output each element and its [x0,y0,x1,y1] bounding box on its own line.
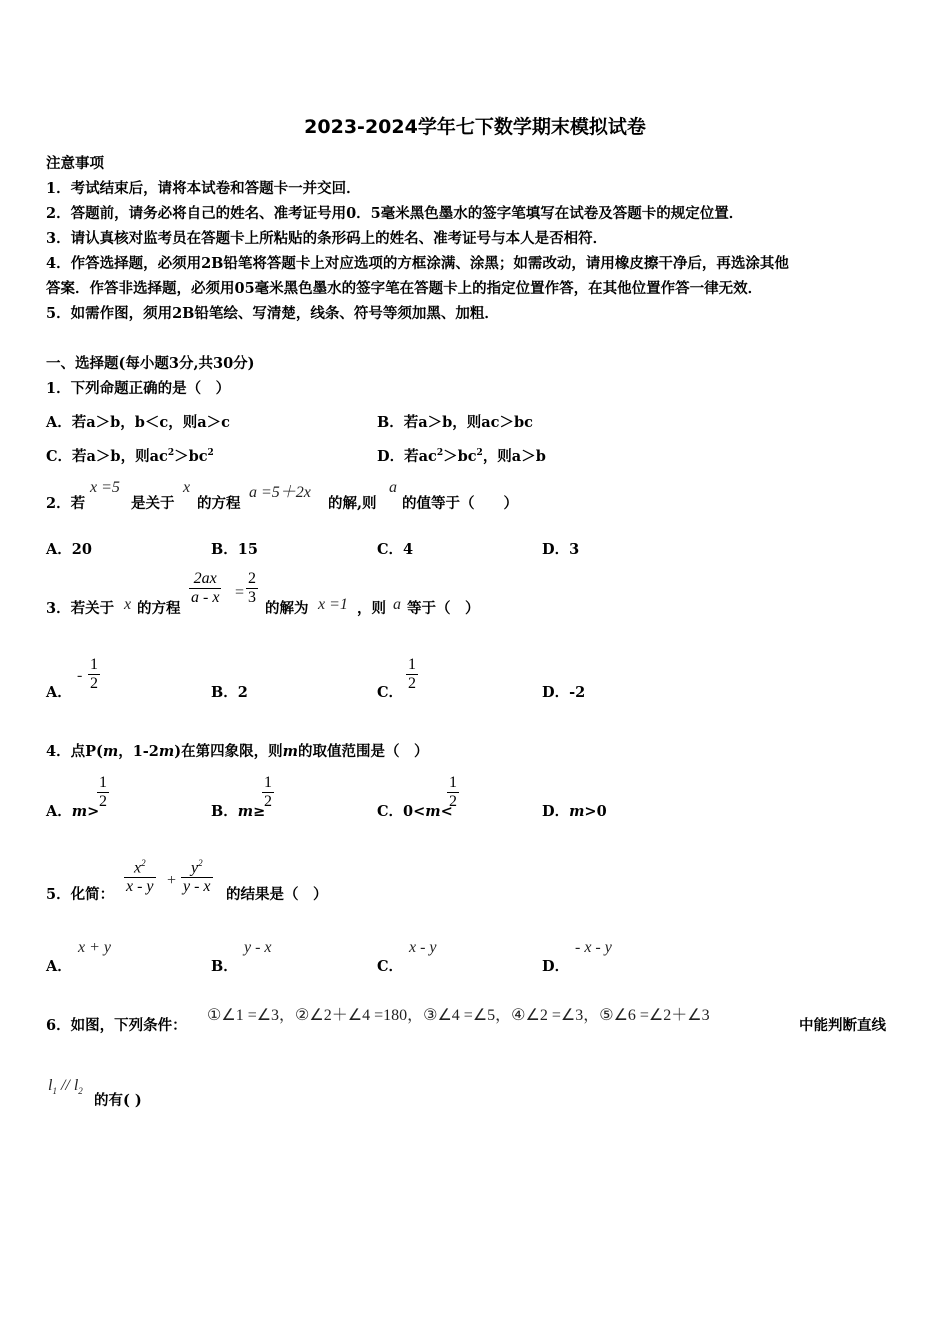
question-3-text: 3．若关于 [46,600,115,617]
q3-option-d: D．-2 [542,684,586,701]
q2-math-x: x [183,479,191,496]
q4-option-a: A．m> [46,803,100,820]
q5-option-d: - x - y [575,939,612,956]
q2-text: 的值等于（ ） [402,495,518,512]
q3-option-b: B．2 [211,684,248,701]
question-5-text: 5．化简： [46,886,115,903]
notice-item: 1．考试结束后，请将本试卷和答题卡一并交回． [46,180,361,197]
question-6-text: 6．如图，下列条件： [46,1017,187,1034]
q6-text: 中能判断直线 [799,1017,886,1034]
question-1-stem: 1．下列命题正确的是（ ） [46,380,231,397]
notice-item: 2．答题前，请务必将自己的姓名、准考证号用0．5毫米黑色墨水的签字笔填写在试卷及答题卡的规定位置． [46,205,744,222]
q6-text: 的有( ) [94,1092,142,1109]
q5-option-c: x - y [409,939,437,956]
q4-option-d: D．m>0 [542,803,607,820]
q5-option-d-label: D． [542,958,570,975]
q2-math-a: a [389,479,397,496]
q3-option-c-label: C． [377,684,404,701]
q4-option-a-fraction: $\frac{1}{2}$ [99,774,107,810]
q5-text: 的结果是（ ） [226,886,328,903]
notice-item: 答案．作答非选择题，必须用05毫米黑色墨水的签字笔在答题卡上的指定位置作答，在其他位置作答一律无效． [46,280,763,297]
q3-equals: = [235,584,245,601]
q5-fraction-1: $\frac{x^2}{x - y}$ [126,858,154,896]
q6-parallel-lines: $l_1 // l_2$ [48,1077,83,1097]
q3-option-a-label: A． [46,684,72,701]
q4-option-b: B．m≥ [211,803,266,820]
q3-option-c-fraction: $\frac{1}{2}$ [408,656,416,692]
q2-option-b: B．15 [211,541,258,558]
q1-option-b: B．若a＞b，则ac＞bc [377,414,533,431]
q4-option-c: C．0<m< [377,803,453,820]
q4-option-b-fraction: $\frac{1}{2}$ [264,774,272,810]
q5-fraction-2: $\frac{y^2}{y - x}$ [183,858,211,896]
q3-option-a-fraction: $\frac{1}{2}$ [90,656,98,692]
q1-option-c: C．若a＞b，则$ac^2>bc^2$ [46,448,214,465]
q3-option-a-sign: - [77,667,83,684]
q5-plus: + [167,872,177,889]
q2-text: 的解,则 [328,495,377,512]
notice-item: 3．请认真核对监考员在答题卡上所粘贴的条形码上的姓名、准考证号与本人是否相符． [46,230,608,247]
q3-fraction-right: $\frac{2}{3}$ [248,570,256,606]
q5-option-a-label: A． [46,958,72,975]
question-2-number: 2．若 [46,495,86,512]
q3-text: ，则 [357,600,386,617]
q5-option-b: y - x [244,939,272,956]
q3-math-x: x [124,596,132,613]
q3-text: 的解为 [265,600,309,617]
q4-option-c-fraction: $\frac{1}{2}$ [449,774,457,810]
section-heading: 一、选择题(每小题3分,共30分) [46,355,255,372]
q3-text: 等于（ ） [407,600,480,617]
q3-text: 的方程 [137,600,181,617]
q5-option-a: x + y [78,939,111,956]
notice-item: 5．如需作图，须用2B铅笔绘、写清楚，线条、符号等须加黑、加粗． [46,305,499,322]
q6-conditions: ①∠1 =∠3，②∠2＋∠4 =180，③∠4 =∠5，④∠2 =∠3，⑤∠6 =∠2＋∠3 [207,1007,710,1024]
q1-option-a: A．若a＞b，b＜c，则a＞c [46,414,230,431]
q1-option-d: D．若$ac^2>bc^2$，则a＞b [377,448,546,465]
q3-math-a: a [393,596,401,613]
q5-option-b-label: B． [211,958,238,975]
notice-item: 4．作答选择题，必须用2B铅笔将答题卡上对应选项的方框涂满、涂黑；如需改动，请用橡皮擦干净后，再选涂其他 [46,255,789,272]
q3-math-x1: x =1 [318,596,348,613]
q5-option-c-label: C． [377,958,404,975]
q2-option-d: D．3 [542,541,580,558]
q2-option-c: C．4 [377,541,414,558]
q2-text: 的方程 [197,495,241,512]
q2-option-a: A．20 [46,541,92,558]
question-4-stem: 4．点P(m，1-2m)在第四象限，则m的取值范围是（ ） [46,743,429,760]
notice-heading: 注意事项 [46,155,104,172]
q3-fraction-left: $\frac{2ax}{a - x}$ [191,570,220,606]
q2-math-x5: x =5 [90,479,120,496]
page-title: 2023-2024学年七下数学期末模拟试卷 [304,116,646,138]
q2-math-equation: a =5＋2x [249,484,311,501]
q2-text: 是关于 [131,495,175,512]
